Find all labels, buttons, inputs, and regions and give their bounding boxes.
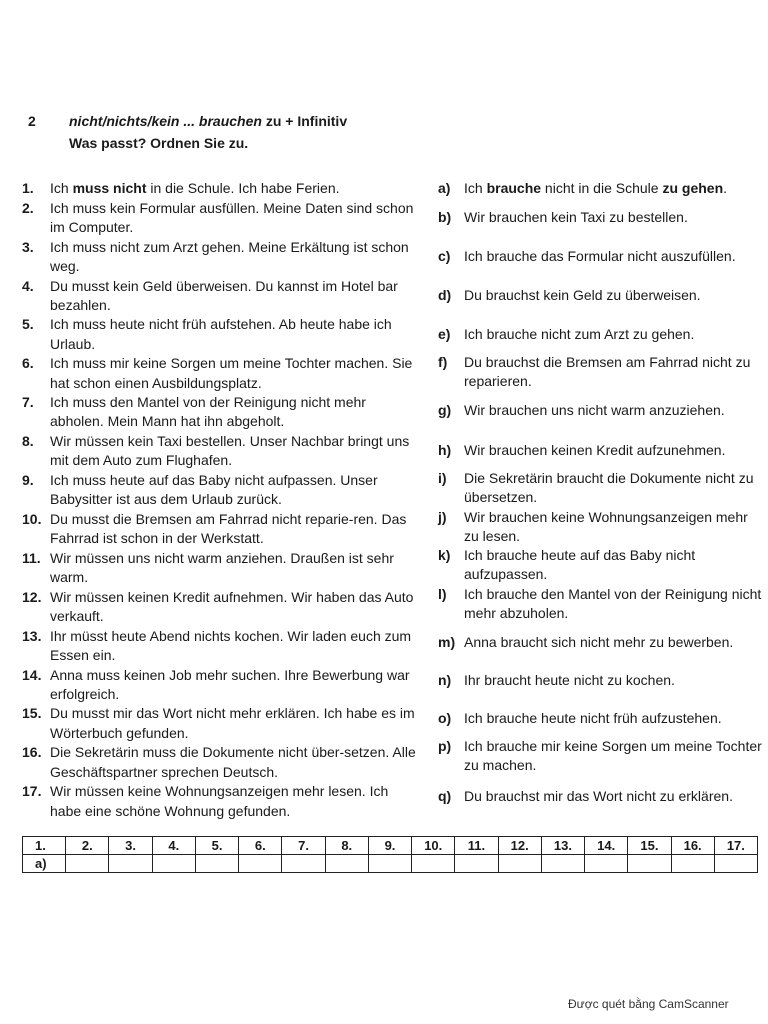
left-item-text: Anna muss keinen Job mehr suchen. Ihre Bewerbung war erfolgreich. — [50, 666, 410, 702]
right-item-text: Ich brauche heute nicht früh aufzustehen. — [464, 710, 722, 726]
left-item-text: Wir müssen keinen Kredit aufnehmen. Wir haben das Auto verkauft. — [50, 588, 414, 624]
answer-cell[interactable] — [628, 855, 671, 873]
right-item-letter: m) — [438, 634, 456, 650]
left-item-text: Du musst die Bremsen am Fahrrad nicht reparie-ren. Das Fahrrad ist schon in der Werkstatt. — [50, 510, 407, 547]
left-item — [22, 704, 417, 742]
answer-cell[interactable] — [541, 855, 584, 873]
left-item — [22, 588, 417, 626]
answer-header-cell: 8. — [325, 837, 368, 855]
left-item — [22, 315, 417, 353]
left-item-number: 9. — [22, 472, 34, 489]
right-item-letter: q) — [438, 788, 452, 804]
left-item — [22, 549, 417, 587]
right-item-text — [464, 179, 763, 198]
left-item-text: Wir müssen kein Taxi bestellen. Unser Nachbar bringt uns mit dem Auto zum Flughafen. — [50, 433, 410, 469]
answer-header-cell: 12. — [498, 837, 541, 855]
answer-header-cell: 6. — [239, 837, 282, 855]
right-item — [438, 546, 763, 584]
answer-cell[interactable] — [368, 855, 411, 873]
left-item-number: 6. — [22, 355, 34, 372]
text-part: Ich — [50, 180, 73, 196]
answer-cell[interactable] — [412, 855, 455, 873]
right-item-text: Ich brauche mir keine Sorgen um meine Tochter zu machen. — [464, 738, 762, 774]
left-item-text: Ich muss den Mantel von der Reinigung nicht mehr abholen. Mein Mann hat ihn abgeholt. — [50, 394, 366, 430]
answer-cell[interactable] — [671, 855, 714, 873]
left-item-text: Ich muss heute auf das Baby nicht aufpassen. Unser Babysitter ist aus dem Urlaub zurück. — [50, 472, 378, 508]
left-item — [22, 743, 417, 781]
answer-cell[interactable] — [455, 855, 498, 873]
left-item-text: Du musst mir das Wort nicht mehr erklären. Ich habe es im Wörterbuch gefunden. — [50, 705, 415, 741]
left-item-text: Wir müssen keine Wohnungsanzeigen mehr lesen. Ich habe eine schöne Wohnung gefunden. — [50, 783, 389, 819]
answer-header-cell: 17. — [714, 837, 757, 855]
right-item-text: Wir brauchen kein Taxi zu bestellen. — [464, 209, 688, 225]
left-item-number: 7. — [22, 394, 34, 411]
answer-header-cell: 11. — [455, 837, 498, 855]
right-item — [438, 633, 763, 652]
answer-header-cell: 15. — [628, 837, 671, 855]
left-item-number: 1. — [22, 180, 34, 196]
right-item — [438, 737, 763, 775]
left-item-text: Ich muss mir keine Sorgen um meine Tochter machen. Sie hat schon einen Ausbildungsplatz. — [50, 355, 413, 391]
right-item-letter: p) — [438, 738, 452, 754]
answer-cell[interactable] — [109, 855, 152, 873]
left-item-number: 15. — [22, 705, 42, 722]
right-item-letter: f) — [438, 354, 448, 370]
right-item-text: Wir brauchen keine Wohnungsanzeigen mehr zu lesen. — [464, 509, 748, 545]
answer-cell[interactable] — [498, 855, 541, 873]
answer-header-cell: 5. — [195, 837, 238, 855]
right-item — [438, 353, 763, 391]
right-item — [438, 671, 763, 690]
left-item-number: 5. — [22, 316, 34, 333]
left-item-text: Ich muss nicht zum Arzt gehen. Meine Erkältung ist schon weg. — [50, 238, 409, 274]
answer-cell[interactable] — [585, 855, 628, 873]
left-sentence-list — [22, 179, 417, 821]
right-item — [438, 585, 763, 623]
left-item-number: 4. — [22, 277, 34, 294]
right-item-letter: h) — [438, 442, 452, 458]
right-item-letter: a) — [438, 180, 451, 196]
right-item — [438, 709, 763, 728]
right-item-letter: g) — [438, 402, 452, 418]
right-item-text: Die Sekretärin braucht die Dokumente nicht zu übersetzen. — [464, 470, 754, 506]
text-part: Ich — [464, 180, 487, 196]
left-item — [22, 179, 417, 198]
answer-header-cell: 7. — [282, 837, 325, 855]
answer-table-answer-row — [23, 855, 758, 873]
left-item-text: Du musst kein Geld überweisen. Du kannst im Hotel bar bezahlen. — [50, 277, 398, 313]
right-item — [438, 247, 763, 266]
left-item-text — [50, 179, 417, 198]
answer-header-cell: 1. — [23, 837, 66, 855]
answer-cell[interactable] — [239, 855, 282, 873]
answer-header-cell: 14. — [585, 837, 628, 855]
left-item-number: 10. — [22, 510, 42, 527]
left-item — [22, 627, 417, 665]
right-item — [438, 401, 763, 420]
left-item-number: 13. — [22, 627, 42, 644]
left-item-number: 11. — [22, 549, 41, 566]
left-item-number: 16. — [22, 744, 42, 761]
left-item — [22, 782, 417, 820]
right-item-letter: i) — [438, 470, 447, 486]
scanner-footer: Được quét bằng CamScanner — [568, 997, 729, 1011]
text-part: zu gehen — [662, 180, 724, 196]
left-item — [22, 432, 417, 470]
left-item — [22, 199, 417, 237]
text-part: muss nicht — [72, 180, 147, 196]
right-item-letter: d) — [438, 287, 452, 303]
text-part: in die Schule. Ich habe Ferien. — [146, 180, 340, 196]
left-item-number: 2. — [22, 199, 34, 216]
right-item-text: Du brauchst die Bremsen am Fahrrad nicht zu reparieren. — [464, 354, 751, 390]
answer-cell[interactable] — [325, 855, 368, 873]
text-part: . — [723, 180, 728, 196]
right-item — [438, 441, 763, 460]
exercise-title-rest: zu + Infinitiv — [261, 113, 348, 129]
right-item-letter: n) — [438, 672, 452, 688]
left-item — [22, 666, 417, 704]
answer-cell[interactable]: a) — [23, 855, 66, 873]
answer-header-cell: 3. — [109, 837, 152, 855]
right-item-text: Ihr braucht heute nicht zu kochen. — [464, 672, 675, 688]
left-item-number: 8. — [22, 433, 34, 450]
right-item-text: Ich brauche heute auf das Baby nicht aufzupassen. — [464, 547, 696, 583]
right-item-text: Ich brauche das Formular nicht auszufüllen. — [464, 248, 736, 264]
right-item-text: Du brauchst kein Geld zu überweisen. — [464, 287, 701, 303]
answer-header-cell: 2. — [66, 837, 109, 855]
answer-cell[interactable] — [66, 855, 109, 873]
answer-table — [22, 836, 758, 873]
right-item-letter: e) — [438, 326, 451, 342]
left-item-number: 12. — [22, 588, 42, 605]
right-item-text: Du brauchst mir das Wort nicht zu erklären. — [464, 788, 733, 804]
exercise-title — [69, 113, 347, 129]
right-item-letter: o) — [438, 710, 452, 726]
left-item — [22, 277, 417, 315]
text-part: brauche — [486, 180, 542, 196]
left-item — [22, 471, 417, 509]
right-item-letter: j) — [438, 509, 447, 525]
answer-cell[interactable] — [152, 855, 195, 873]
text-part: nicht in die Schule — [541, 180, 663, 196]
exercise-number: 2 — [28, 113, 36, 129]
right-item-letter: c) — [438, 248, 451, 264]
right-item-text: Ich brauche den Mantel von der Reinigung nicht mehr abzuholen. — [464, 586, 762, 622]
left-item-text: Wir müssen uns nicht warm anziehen. Draußen ist sehr warm. — [50, 549, 394, 586]
answer-header-cell: 4. — [152, 837, 195, 855]
left-item-number: 17. — [22, 783, 42, 800]
left-item-text: Ich muss heute nicht früh aufstehen. Ab heute habe ich Urlaub. — [50, 316, 392, 352]
right-item — [438, 787, 763, 806]
answer-header-cell: 16. — [671, 837, 714, 855]
left-item-text: Die Sekretärin muss die Dokumente nicht über-setzen. Alle Geschäftspartner sprechen Deutsch. — [50, 744, 416, 780]
right-item — [438, 208, 763, 227]
left-item-text: Ihr müsst heute Abend nichts kochen. Wir laden euch zum Essen ein. — [50, 627, 412, 663]
right-item-text: Wir brauchen uns nicht warm anzuziehen. — [464, 402, 725, 418]
right-item — [438, 179, 763, 198]
right-item-text: Ich brauche nicht zum Arzt zu gehen. — [464, 326, 695, 342]
right-item-letter: k) — [438, 547, 451, 563]
answer-cell[interactable] — [282, 855, 325, 873]
left-item — [22, 238, 417, 276]
left-item-text: Ich muss kein Formular ausfüllen. Meine Daten sind schon im Computer. — [50, 199, 414, 235]
right-item — [438, 508, 763, 546]
left-item — [22, 510, 417, 548]
answer-header-cell: 9. — [368, 837, 411, 855]
left-item-number: 14. — [22, 666, 42, 683]
right-item — [438, 325, 763, 344]
answer-header-cell: 10. — [412, 837, 455, 855]
right-item — [438, 469, 763, 507]
left-item — [22, 393, 417, 431]
left-item — [22, 354, 417, 392]
right-item-letter: b) — [438, 209, 452, 225]
left-item-number: 3. — [22, 238, 34, 255]
answer-cell[interactable] — [714, 855, 757, 873]
exercise-title-italic: nicht/nichts/kein ... brauchen — [69, 113, 262, 129]
right-item-text: Anna braucht sich nicht mehr zu bewerben. — [464, 634, 734, 650]
answer-cell[interactable] — [195, 855, 238, 873]
answer-header-cell: 13. — [541, 837, 584, 855]
exercise-instruction: Was passt? Ordnen Sie zu. — [69, 135, 249, 151]
answer-table-header-row — [23, 837, 758, 855]
right-item-text: Wir brauchen keinen Kredit aufzunehmen. — [464, 442, 726, 458]
right-item — [438, 286, 763, 305]
right-item-letter: l) — [438, 586, 447, 602]
